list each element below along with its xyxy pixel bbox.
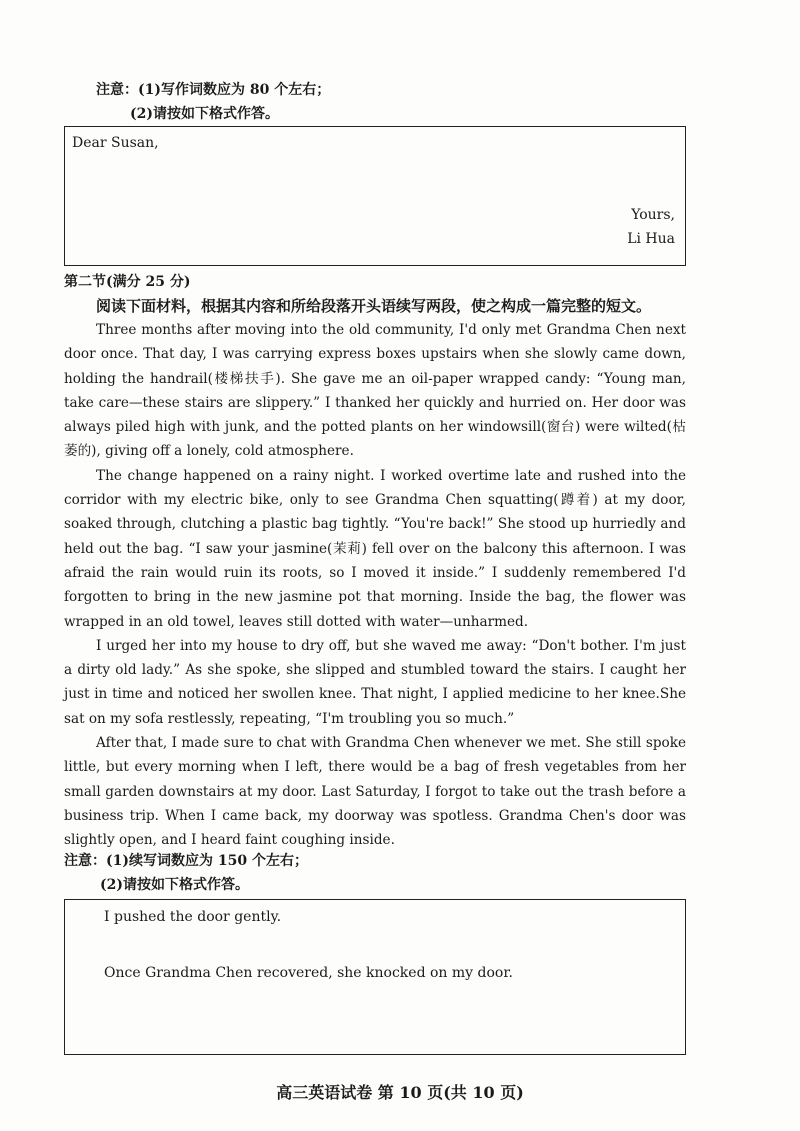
section-instruction: 阅读下面材料，根据其内容和所给段落开头语续写两段，使之构成一篇完整的短文。 <box>96 297 652 315</box>
continuation-note-line2: (2)请按如下格式作答。 <box>100 877 249 893</box>
passage-paragraph-4: After that, I made sure to chat with Grandma Chen whenever we met. She still spoke little, but every morning when I left, there would be a bag of fresh vegetables from her small garden downstairs at my door. Last Saturday, I forgot to take out the trash before a business trip. When I came back, my doorway was spotless. Grandma Chen's door was slightly open, and I heard faint coughing inside. <box>64 735 686 849</box>
page-footer: 高三英语试卷 第 10 页(共 10 页) <box>276 1083 524 1102</box>
letter-closing: Yours, <box>631 207 675 223</box>
passage-paragraph-1: Three months after moving into the old community, I'd only met Grandma Chen next door once. That day, I was carrying express boxes upstairs when she slowly came down, holding the handrail(楼梯扶手). She gave me an oil-paper wrapped candy: “Young man, take care—these stairs are slippery.” I thanked her quickly and hurried on. Her door was always piled high with junk, and the potted plants on her windowsill(窗台) were wilted(枯萎的), giving off a lonely, cold atmosphere. <box>64 322 686 460</box>
letter-salutation: Dear Susan, <box>72 135 159 151</box>
section-title: 第二节(满分 25 分) <box>64 274 191 290</box>
writing-note-line1: 注意：(1)写作词数应为 80 个左右； <box>96 82 331 98</box>
writing-note-line2: (2)请按如下格式作答。 <box>130 106 279 122</box>
continuation-note-line1: 注意：(1)续写词数应为 150 个左右； <box>64 853 308 869</box>
letter-signature: Li Hua <box>627 231 675 247</box>
passage-paragraph-3: I urged her into my house to dry off, but she waved me away: “Don't bother. I'm just a dirty old lady.” As she spoke, she slipped and stumbled toward the stairs. I caught her just in time and noticed her swollen knee. That night, I applied medicine to her knee.She sat on my sofa restlessly, repeating, “I'm troubling you so much.” <box>64 637 686 727</box>
paragraph-opening-2: Once Grandma Chen recovered, she knocked on my door. <box>104 965 513 981</box>
paragraph-opening-1: I pushed the door gently. <box>104 909 282 925</box>
continuation-answer-box <box>64 899 686 1055</box>
reading-passage <box>64 318 686 853</box>
letter-answer-box <box>64 126 686 266</box>
passage-paragraph-2: The change happened on a rainy night. I worked overtime late and rushed into the corridor with my electric bike, only to see Grandma Chen squatting(蹲着) at my door, soaked through, clutching a plastic bag tightly. “You're back!” She stood up hurriedly and held out the bag. “I saw your jasmine(茉莉) fell over on the balcony this afternoon. I was afraid the rain would ruin its roots, so I moved it inside.” I suddenly remembered I'd forgotten to bring in the new jasmine pot that morning. Inside the bag, the flower was wrapped in an old towel, leaves still dotted with water—unharmed. <box>64 467 686 630</box>
